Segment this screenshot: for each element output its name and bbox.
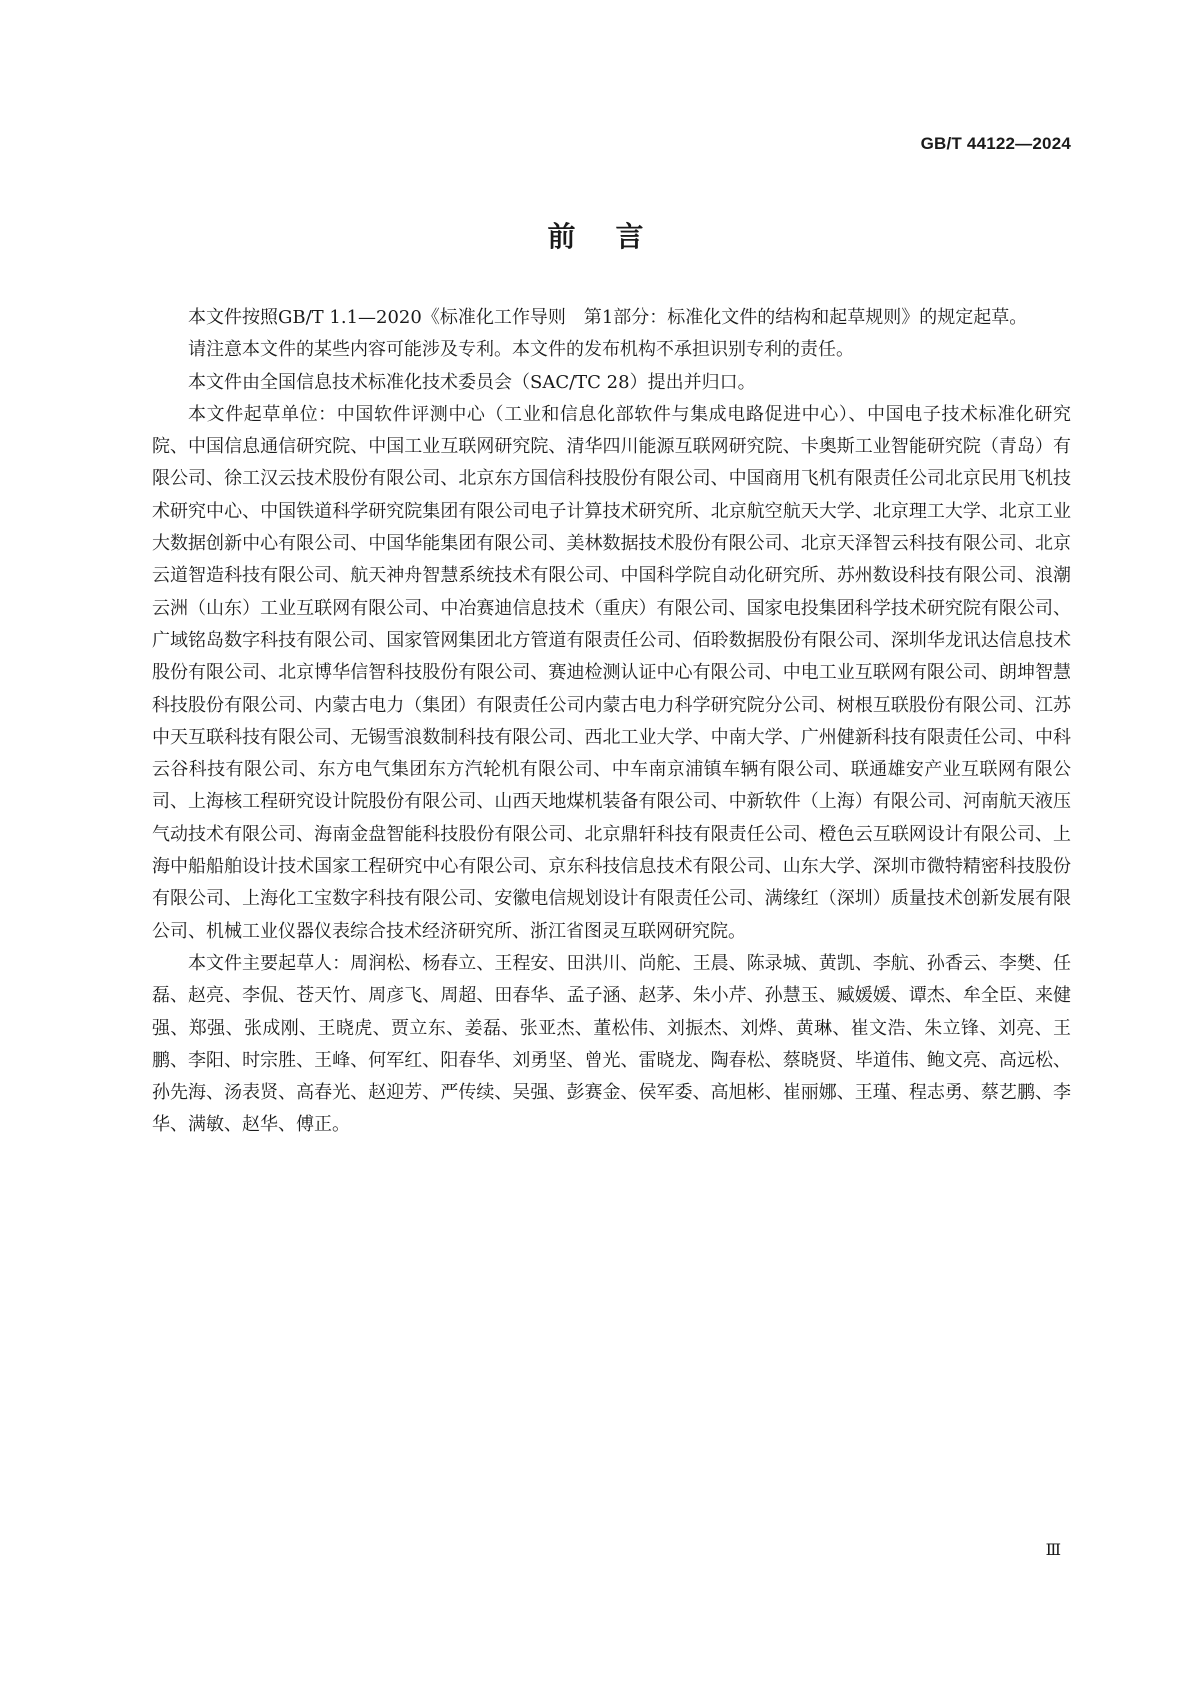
drafting-rules-paragraph: 本文件按照GB/T 1.1—2020《标准化工作导则 第1部分：标准化文件的结构和起草规则》的规定起草。 xyxy=(188,307,1028,328)
page-number: Ⅲ xyxy=(1045,1540,1061,1559)
foreword-body xyxy=(152,302,1071,1142)
drafting-units-paragraph: 本文件起草单位：中国软件评测中心（工业和信息化部软件与集成电路促进中心）、中国电子技术标准化研究院、中国信息通信研究院、中国工业互联网研究院、清华四川能源互联网研究院、卡奥斯工业智能研究院（青岛）有限公司、徐工汉云技术股份有限公司、北京东方国信科技股份有限公司、中国商用飞机有限责任公司北京民用飞机技术研究中心、中国铁道科学研究院集团有限公司电子计算技术研究所、北京航空航天大学、北京理工大学、北京工业大数据创新中心有限公司、中国华能集团有限公司、美林数据技术股份有限公司、北京天泽智云科技有限公司、北京云道智造科技有限公司、航天神舟智慧系统技术有限公司、中国科学院自动化研究所、苏州数设科技有限公司、浪潮云洲（山东）工业互联网有限公司、中冶赛迪信息技术（重庆）有限公司、国家电投集团科学技术研究院有限公司、广域铭岛数字科技有限公司、国家管网集团北方管道有限责任公司、佰聆数据股份有限公司、深圳华龙讯达信息技术股份有限公司、北京博华信智科技股份有限公司、赛迪检测认证中心有限公司、中电工业互联网有限公司、朗坤智慧科技股份有限公司、内蒙古电力（集团）有限责任公司内蒙古电力科学研究院分公司、树根互联股份有限公司、江苏中天互联科技有限公司、无锡雪浪数制科技有限公司、西北工业大学、中南大学、广州健新科技有限责任公司、中科云谷科技有限公司、东方电气集团东方汽轮机有限公司、中车南京浦镇车辆有限公司、联通雄安产业互联网有限公司、上海核工程研究设计院股份有限公司、山西天地煤机装备有限公司、中新软件（上海）有限公司、河南航天液压气动技术有限公司、海南金盘智能科技股份有限公司、北京鼎轩科技有限责任公司、橙色云互联网设计有限公司、上海中船船舶设计技术国家工程研究中心有限公司、京东科技信息技术有限公司、山东大学、深圳市微特精密科技股份有限公司、上海化工宝数字科技有限公司、安徽电信规划设计有限责任公司、满缘红（深圳）质量技术创新发展有限公司、机械工业仪器仪表综合技术经济研究所、浙江省图灵互联网研究院。 xyxy=(152,403,1071,942)
page-title: 前言 xyxy=(547,219,684,253)
standard-code: GB/T 44122—2024 xyxy=(920,134,1071,153)
committee-paragraph: 本文件由全国信息技术标准化技术委员会（SAC/TC 28）提出并归口。 xyxy=(188,371,756,393)
patent-notice-paragraph: 请注意本文件的某些内容可能涉及专利。本文件的发布机构不承担识别专利的责任。 xyxy=(188,339,854,361)
drafters-paragraph: 本文件主要起草人：周润松、杨春立、王程安、田洪川、尚舵、王晨、陈录城、黄凯、李航、孙香云、李樊、任磊、赵亮、李侃、苍天竹、周彦飞、周超、田春华、孟子涵、赵茅、朱小芹、孙慧玉、臧媛媛、谭杰、牟全臣、来健强、郑强、张成刚、王晓虎、贾立东、姜磊、张亚杰、董松伟、刘振杰、刘烨、黄琳、崔文浩、朱立锋、刘亮、王鹏、李阳、时宗胜、王峰、何军红、阳春华、刘勇坚、曾光、雷晓龙、陶春松、蔡晓贤、毕道伟、鲍文亮、高远松、孙先海、汤表贤、高春光、赵迎芳、严传续、吴强、彭赛金、侯军委、高旭彬、崔丽娜、王瑾、程志勇、蔡艺鹏、李华、满敏、赵华、傅正。 xyxy=(152,952,1071,1136)
